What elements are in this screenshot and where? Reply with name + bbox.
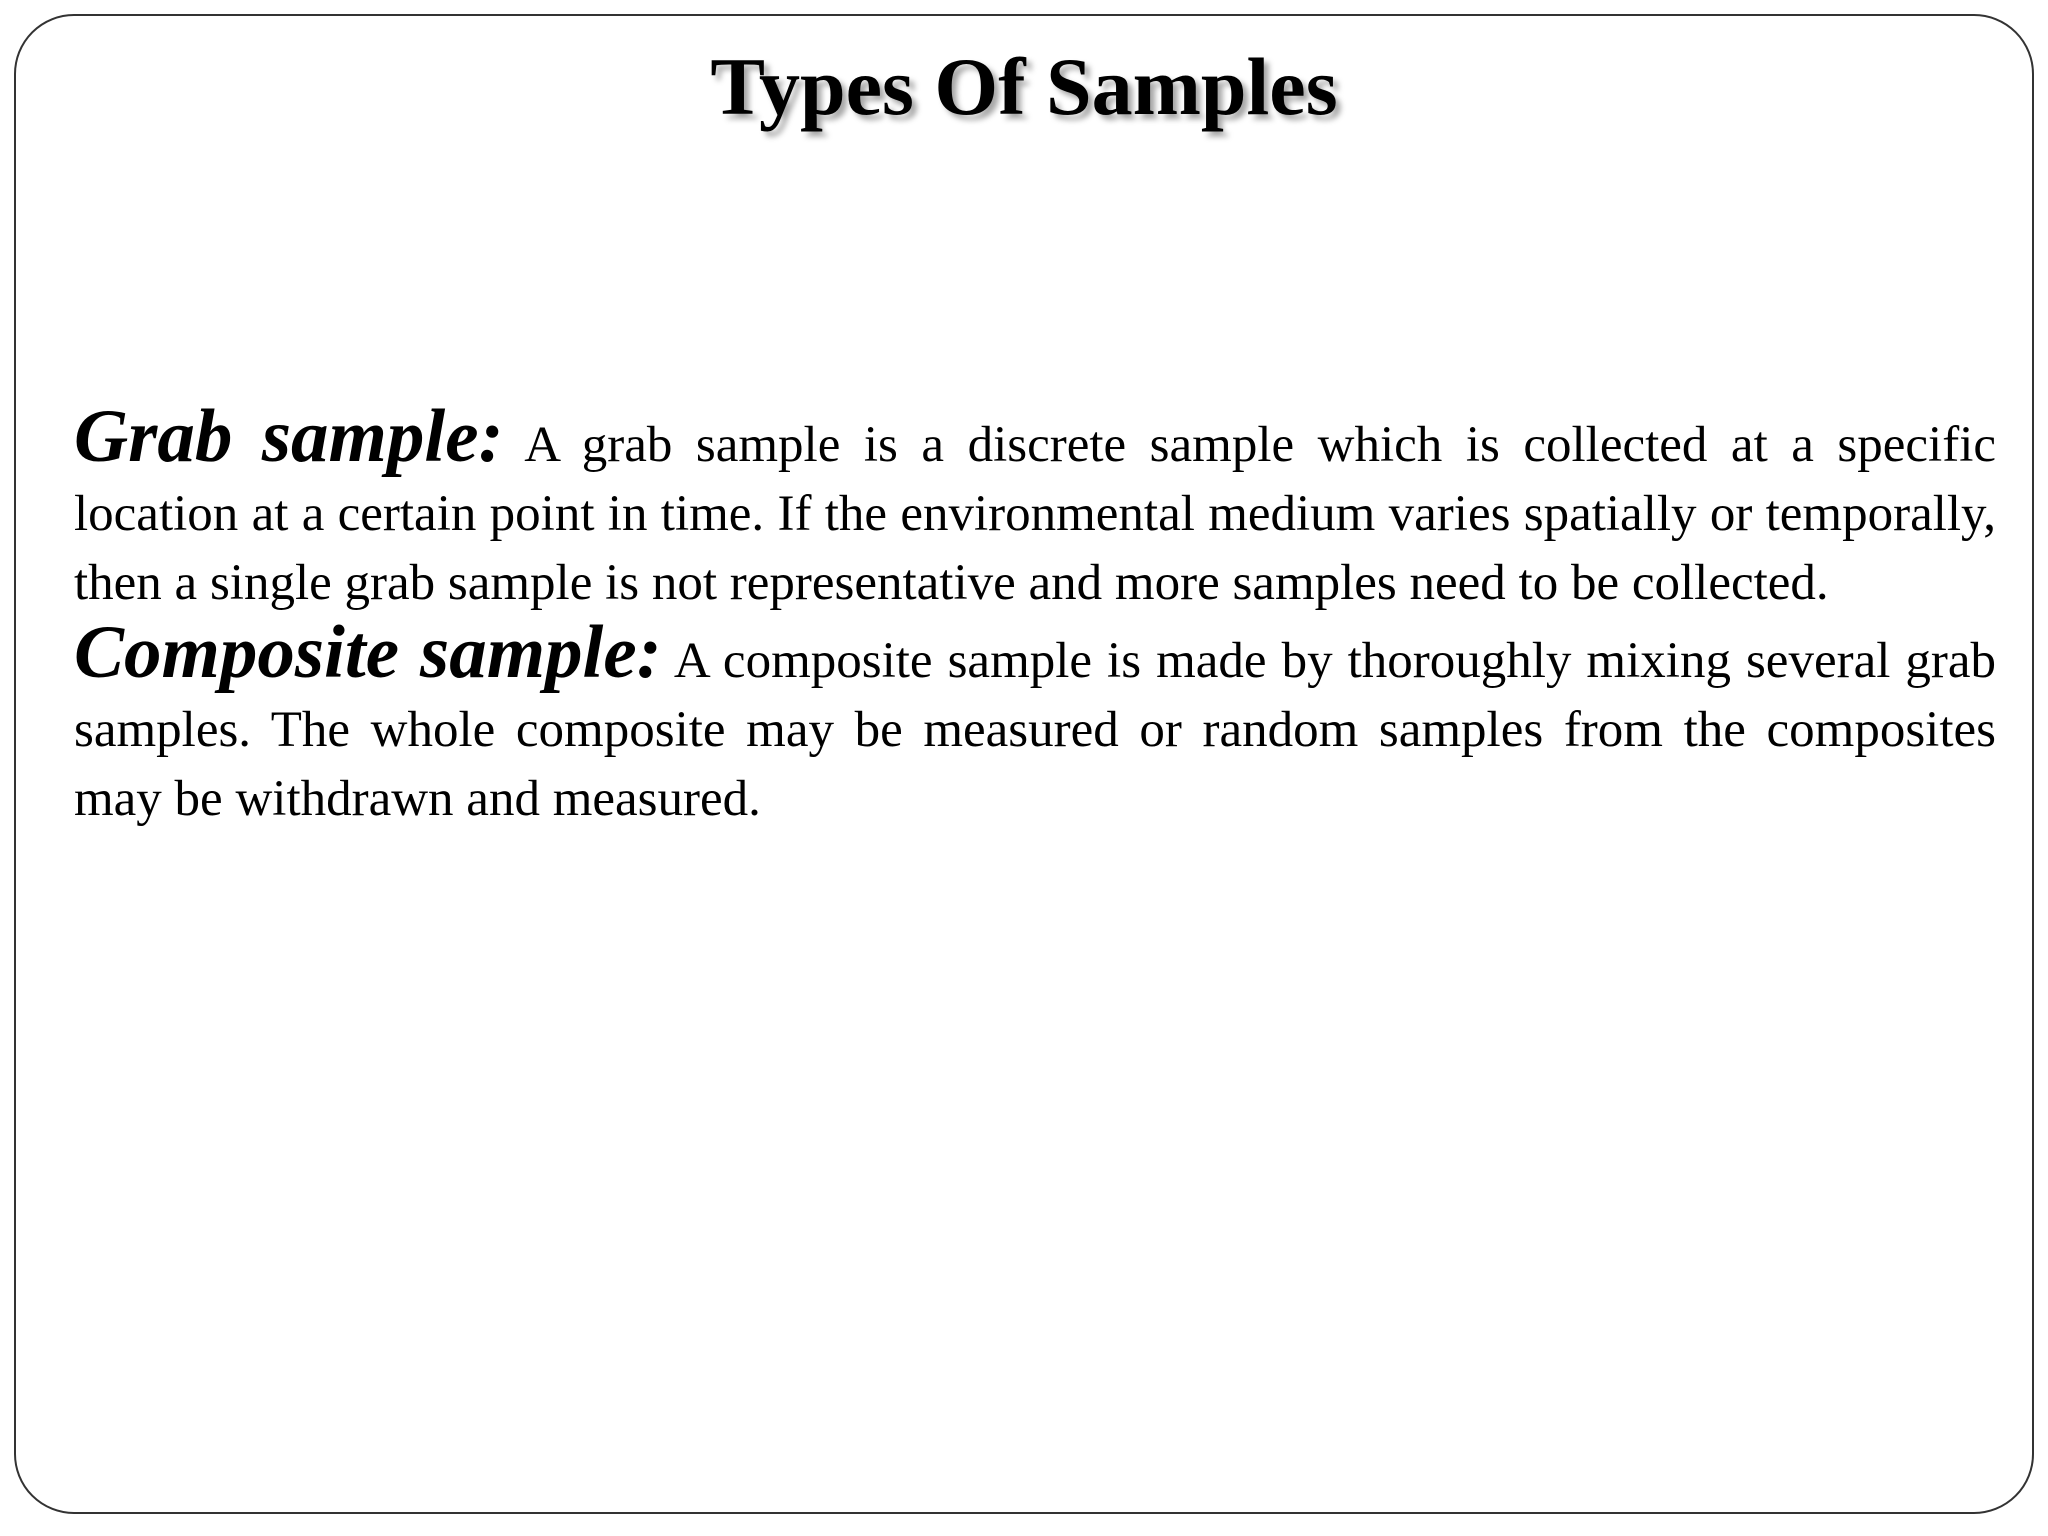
slide-body: [74, 395, 1997, 834]
slide-title: Types Of Samples: [710, 41, 1338, 132]
definition-paragraph-grab-sample: [74, 395, 1996, 618]
definition-composite-sample: A composite sample is made by thoroughly mixing several grab samples. The whole composite may be measured or random samples from the composites may be withdrawn and measured.: [74, 633, 1997, 827]
definition-paragraph-composite-sample: [74, 611, 1997, 834]
term-composite-sample: Composite sample:: [74, 611, 662, 694]
definition-grab-sample: A grab sample is a discrete sample which is collected at a specific location at a certain point in time. If the environmental medium varies spatially or temporally, then a single grab sample is not representative and more samples need to be collected.: [74, 417, 1996, 611]
term-grab-sample: Grab sample:: [74, 395, 504, 478]
